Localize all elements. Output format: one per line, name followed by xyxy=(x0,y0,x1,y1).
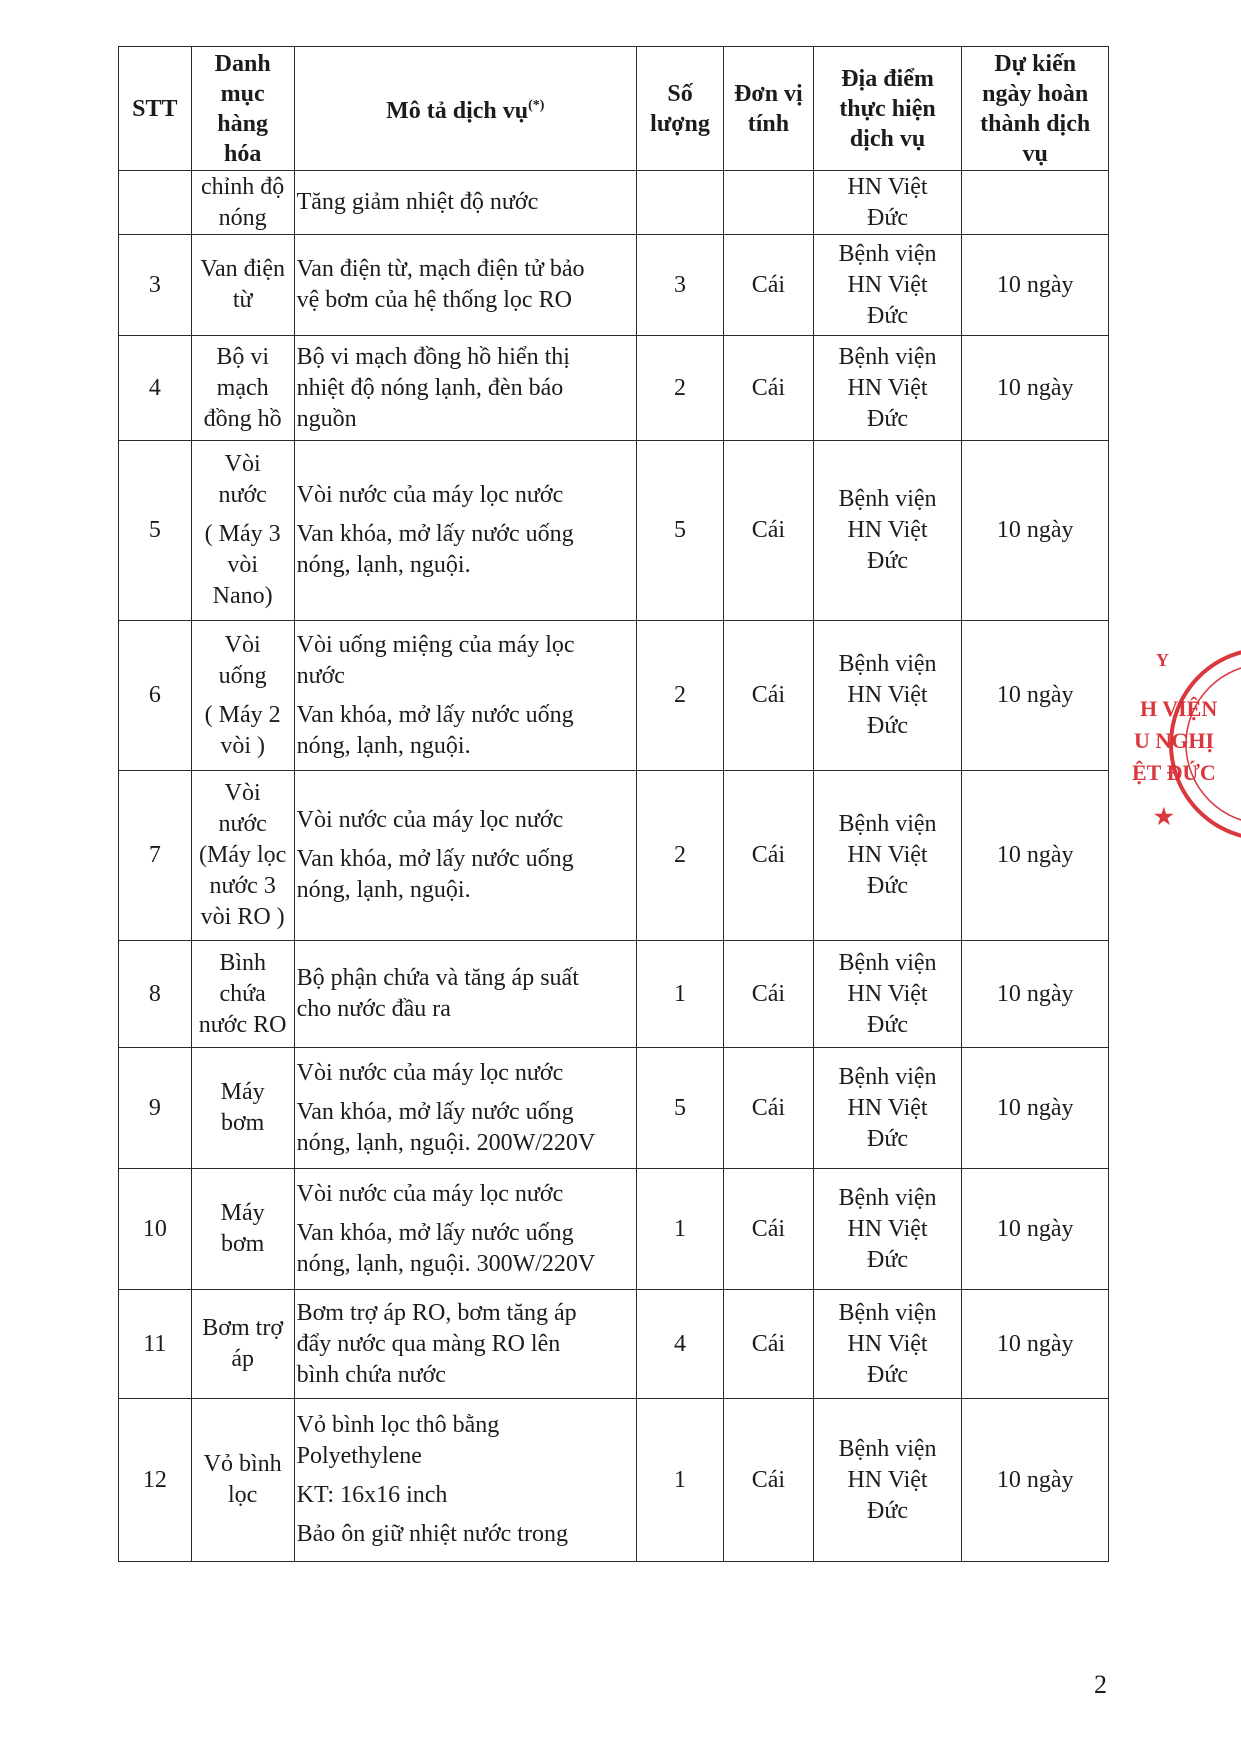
cell-category: Vòi nước (Máy lọc nước 3 vòi RO ) xyxy=(191,771,294,941)
cell-completion: 10 ngày xyxy=(962,1290,1109,1399)
cell-category: Vòi uống ( Máy 2 vòi ) xyxy=(191,621,294,771)
table-row xyxy=(119,1399,1109,1562)
cell-quantity: 2 xyxy=(636,336,723,441)
cell-stt: 4 xyxy=(119,336,192,441)
cell-description: Bộ phận chứa và tăng áp suất cho nước đầu ra xyxy=(294,941,636,1048)
table-row xyxy=(119,171,1109,235)
cell-category: Vòi nước ( Máy 3 vòi Nano) xyxy=(191,441,294,621)
cell-stt: 10 xyxy=(119,1169,192,1290)
cell-stt: 11 xyxy=(119,1290,192,1399)
cell-description: Vòi nước của máy lọc nước Van khóa, mở lấy nước uống nóng, lạnh, nguội. 200W/220V xyxy=(294,1048,636,1169)
cell-quantity: 2 xyxy=(636,771,723,941)
cell-stt: 12 xyxy=(119,1399,192,1562)
header-completion: Dự kiến ngày hoàn thành dịch vụ xyxy=(962,47,1109,171)
cell-category: Bơm trợ áp xyxy=(191,1290,294,1399)
header-row xyxy=(119,47,1109,171)
cell-completion: 10 ngày xyxy=(962,235,1109,336)
header-stt: STT xyxy=(119,47,192,171)
cell-completion: 10 ngày xyxy=(962,621,1109,771)
header-category: Danh mục hàng hóa xyxy=(191,47,294,171)
cell-description: Bơm trợ áp RO, bơm tăng áp đẩy nước qua màng RO lên bình chứa nước xyxy=(294,1290,636,1399)
cell-location: HN Việt Đức xyxy=(813,171,962,235)
header-location: Địa điểm thực hiện dịch vụ xyxy=(813,47,962,171)
cell-quantity: 2 xyxy=(636,621,723,771)
header-description: Mô tả dịch vụ(*) xyxy=(294,47,636,171)
cell-description: Bộ vi mạch đồng hồ hiển thị nhiệt độ nóng lạnh, đèn báo nguồn xyxy=(294,336,636,441)
cell-stt: 6 xyxy=(119,621,192,771)
cell-description: Vòi nước của máy lọc nước Van khóa, mở lấy nước uống nóng, lạnh, nguội. xyxy=(294,441,636,621)
cell-stt xyxy=(119,171,192,235)
cell-completion: 10 ngày xyxy=(962,941,1109,1048)
cell-location: Bệnh viện HN Việt Đức xyxy=(813,941,962,1048)
cell-unit: Cái xyxy=(724,941,813,1048)
cell-location: Bệnh viện HN Việt Đức xyxy=(813,336,962,441)
cell-unit: Cái xyxy=(724,235,813,336)
cell-description: Van điện từ, mạch điện tử bảo vệ bơm của hệ thống lọc RO xyxy=(294,235,636,336)
cell-unit: Cái xyxy=(724,336,813,441)
table-row xyxy=(119,1169,1109,1290)
cell-location: Bệnh viện HN Việt Đức xyxy=(813,441,962,621)
cell-location: Bệnh viện HN Việt Đức xyxy=(813,235,962,336)
cell-completion: 10 ngày xyxy=(962,1169,1109,1290)
cell-category: Bình chứa nước RO xyxy=(191,941,294,1048)
table-row xyxy=(119,1048,1109,1169)
svg-text:★: ★ xyxy=(1154,804,1174,829)
cell-description: Vòi nước của máy lọc nước Van khóa, mở lấy nước uống nóng, lạnh, nguội. 300W/220V xyxy=(294,1169,636,1290)
cell-stt: 3 xyxy=(119,235,192,336)
table-row xyxy=(119,235,1109,336)
table-row xyxy=(119,941,1109,1048)
cell-completion xyxy=(962,171,1109,235)
services-table xyxy=(118,46,1109,1562)
cell-category: Bộ vi mạch đồng hồ xyxy=(191,336,294,441)
cell-quantity: 5 xyxy=(636,441,723,621)
cell-unit: Cái xyxy=(724,1048,813,1169)
cell-description: Vỏ bình lọc thô bằng Polyethylene KT: 16x16 inch Bảo ôn giữ nhiệt nước trong xyxy=(294,1399,636,1562)
cell-description: Vòi nước của máy lọc nước Van khóa, mở lấy nước uống nóng, lạnh, nguội. xyxy=(294,771,636,941)
stamp-text-duc: ỆT ĐỨC xyxy=(1132,760,1216,785)
cell-unit: Cái xyxy=(724,1169,813,1290)
table-row xyxy=(119,621,1109,771)
cell-location: Bệnh viện HN Việt Đức xyxy=(813,771,962,941)
cell-location: Bệnh viện HN Việt Đức xyxy=(813,621,962,771)
table-row xyxy=(119,771,1109,941)
cell-category: Vỏ bình lọc xyxy=(191,1399,294,1562)
cell-completion: 10 ngày xyxy=(962,336,1109,441)
cell-quantity xyxy=(636,171,723,235)
cell-unit: Cái xyxy=(724,621,813,771)
cell-quantity: 1 xyxy=(636,1169,723,1290)
cell-completion: 10 ngày xyxy=(962,1048,1109,1169)
cell-quantity: 5 xyxy=(636,1048,723,1169)
cell-category: chỉnh độ nóng xyxy=(191,171,294,235)
cell-category: Máy bơm xyxy=(191,1048,294,1169)
stamp-text-y: Y xyxy=(1156,650,1169,670)
page-number: 2 xyxy=(1094,1670,1107,1699)
cell-location: Bệnh viện HN Việt Đức xyxy=(813,1169,962,1290)
cell-quantity: 1 xyxy=(636,941,723,1048)
seal-stamp xyxy=(1116,644,1241,864)
cell-stt: 9 xyxy=(119,1048,192,1169)
cell-unit: Cái xyxy=(724,441,813,621)
stamp-text-nghi: U NGHỊ xyxy=(1134,728,1215,753)
cell-unit: Cái xyxy=(724,1290,813,1399)
cell-quantity: 4 xyxy=(636,1290,723,1399)
cell-quantity: 1 xyxy=(636,1399,723,1562)
cell-stt: 5 xyxy=(119,441,192,621)
cell-quantity: 3 xyxy=(636,235,723,336)
cell-stt: 8 xyxy=(119,941,192,1048)
cell-completion: 10 ngày xyxy=(962,1399,1109,1562)
cell-unit: Cái xyxy=(724,771,813,941)
cell-unit xyxy=(724,171,813,235)
cell-category: Van điện từ xyxy=(191,235,294,336)
stamp-text-vien: H VIỆN xyxy=(1140,696,1218,721)
cell-description: Tăng giảm nhiệt độ nước xyxy=(294,171,636,235)
cell-location: Bệnh viện HN Việt Đức xyxy=(813,1399,962,1562)
header-unit: Đơn vị tính xyxy=(724,47,813,171)
cell-completion: 10 ngày xyxy=(962,441,1109,621)
table-row xyxy=(119,336,1109,441)
cell-completion: 10 ngày xyxy=(962,771,1109,941)
cell-location: Bệnh viện HN Việt Đức xyxy=(813,1290,962,1399)
table-row xyxy=(119,1290,1109,1399)
cell-category: Máy bơm xyxy=(191,1169,294,1290)
cell-description: Vòi uống miệng của máy lọc nước Van khóa, mở lấy nước uống nóng, lạnh, nguội. xyxy=(294,621,636,771)
table-row xyxy=(119,441,1109,621)
cell-unit: Cái xyxy=(724,1399,813,1562)
cell-stt: 7 xyxy=(119,771,192,941)
cell-location: Bệnh viện HN Việt Đức xyxy=(813,1048,962,1169)
header-quantity: Số lượng xyxy=(636,47,723,171)
